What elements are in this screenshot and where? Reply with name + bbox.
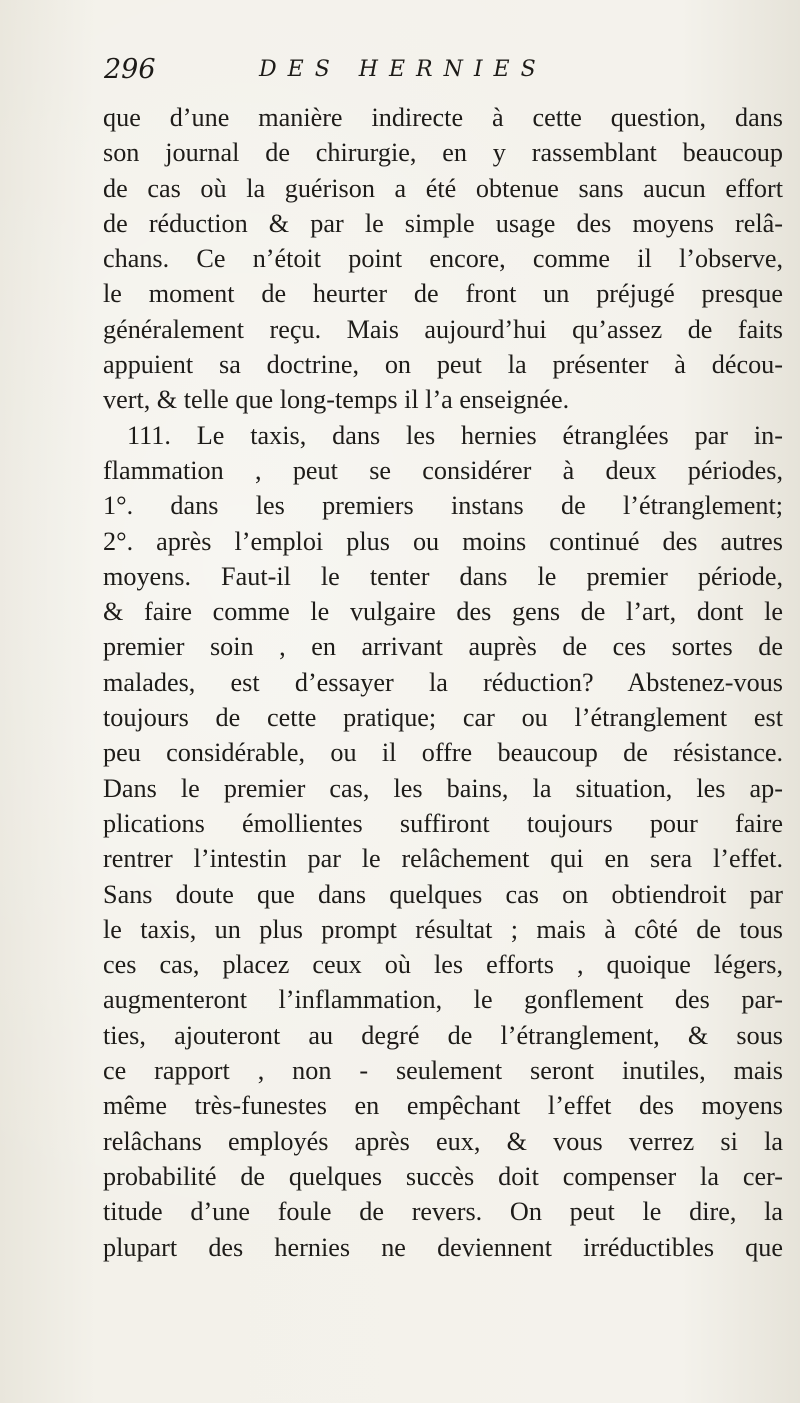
running-head: DES HERNIES <box>259 57 547 82</box>
text-line: plications émollientes suffiront toujours pour faire <box>103 808 783 838</box>
text-line: généralement reçu. Mais aujourd’hui qu’assez de faits <box>103 314 783 344</box>
paragraph-start-line: 111. Le taxis, dans les hernies étranglées par in- <box>127 420 783 450</box>
text-line: premier soin , en arrivant auprès de ces sortes de <box>103 632 783 662</box>
text-line: son journal de chirurgie, en y rassemblant beaucoup <box>103 138 783 168</box>
text-line: toujours de cette pratique; car ou l’étranglement est <box>103 703 783 733</box>
text-line: relâchans employés après eux, & vous verrez si la <box>103 1126 783 1156</box>
page-number: 296 <box>104 54 156 85</box>
text-line: chans. Ce n’étoit point encore, comme il l’observe, <box>103 244 783 274</box>
text-line: ties, ajouteront au degré de l’étranglement, & sous <box>103 1020 783 1050</box>
text-line: peu considérable, ou il offre beaucoup de résistance. <box>103 738 783 768</box>
text-line: que d’une manière indirecte à cette question, dans <box>103 103 783 132</box>
text-line: appuient sa doctrine, on peut la présenter à décou- <box>103 350 783 380</box>
text-line: flammation , peut se considérer à deux périodes, <box>103 455 783 485</box>
text-line: probabilité de quelques succès doit compenser la cer- <box>103 1161 783 1191</box>
text-line: 1°. dans les premiers instans de l’étranglement; <box>103 491 783 521</box>
text-line: de réduction & par le simple usage des moyens relâ- <box>103 208 783 238</box>
text-line: malades, est d’essayer la réduction? Abstenez-vous <box>103 667 783 697</box>
text-line: ces cas, placez ceux où les efforts , quoique légers, <box>103 950 783 980</box>
text-line: augmenteront l’inflammation, le gonflement des par- <box>103 985 783 1015</box>
text-line: rentrer l’intestin par le relâchement qui en sera l’effet. <box>103 844 783 874</box>
text-line: & faire comme le vulgaire des gens de l’art, dont le <box>103 597 783 627</box>
text-line: Sans doute que dans quelques cas on obtiendroit par <box>103 879 783 909</box>
text-line: même très-funestes en empêchant l’effet des moyens <box>103 1091 783 1121</box>
text-line: le taxis, un plus prompt résultat ; mais à côté de tous <box>103 914 783 944</box>
text-line: le moment de heurter de front un préjugé presque <box>103 279 783 309</box>
text-line: 2°. après l’emploi plus ou moins continué des autres <box>103 526 783 556</box>
text-line: Dans le premier cas, les bains, la situation, les ap- <box>103 773 783 803</box>
body-text <box>103 100 783 1265</box>
text-line: plupart des hernies ne deviennent irréductibles que <box>103 1232 783 1262</box>
text-line: moyens. Faut-il le tenter dans le premier période, <box>103 561 783 591</box>
text-line: ce rapport , non - seulement seront inutiles, mais <box>103 1056 783 1086</box>
text-line: titude d’une foule de revers. On peut le dire, la <box>103 1197 783 1227</box>
page-header <box>104 54 784 94</box>
text-line: de cas où la guérison a été obtenue sans aucun effort <box>103 173 783 203</box>
text-line: vert, & telle que long-temps il l’a enseignée. <box>103 385 570 415</box>
